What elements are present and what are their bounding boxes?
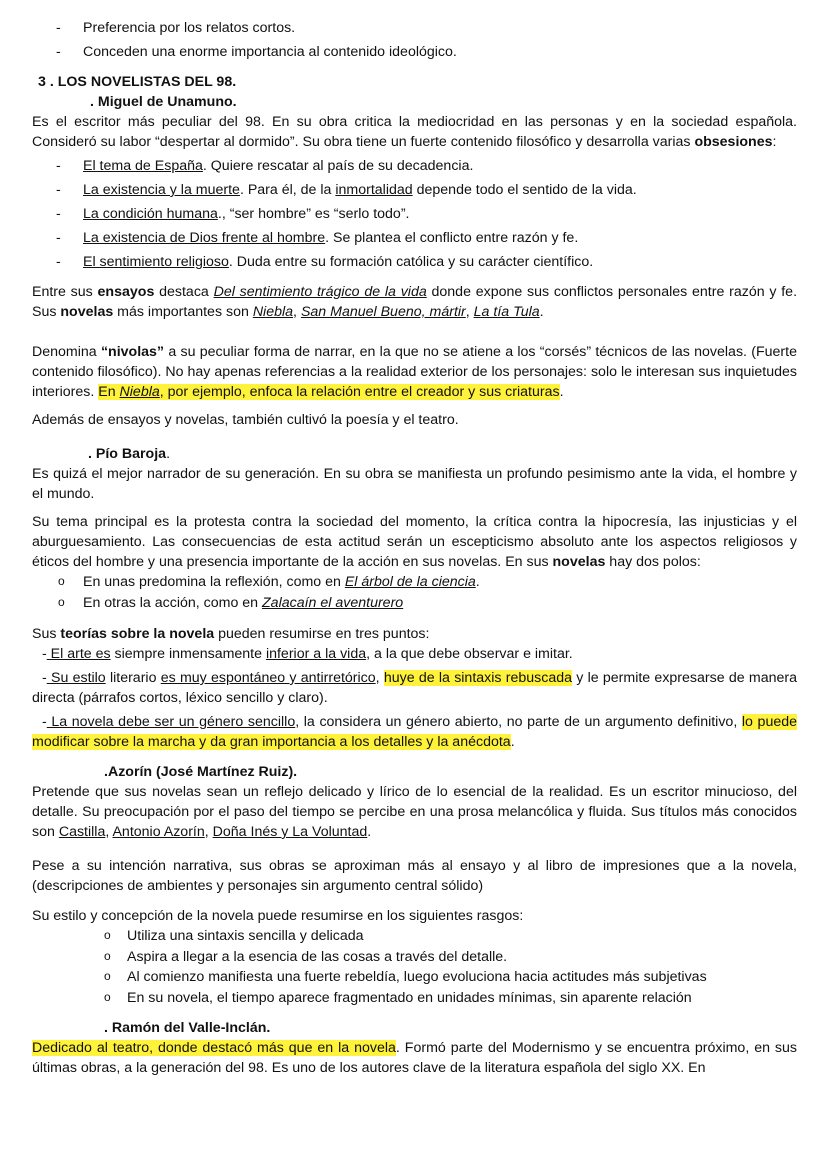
theory-point-3: - La novela debe ser un género sencillo, la considera un género abierto, no parte de un argumento definitivo, lo puede modificar sobre la marcha y da gran importancia a los detalles y la anécdota. [32,714,798,750]
document-page [32,18,797,1078]
list-item: o Utiliza una sintaxis sencilla y delicada [32,926,797,947]
list-item: o En unas predomina la reflexión, como en El árbol de la ciencia. [32,572,797,593]
list-item: - Preferencia por los relatos cortos. [32,18,797,38]
list-item: - La existencia y la muerte. Para él, de la inmortalidad depende todo el sentido de la vida. [32,180,797,200]
theory-point-1: - El arte es siempre inmensamente inferior a la vida, a la que debe observar e imitar. [42,646,573,662]
author-heading-unamuno: . Miguel de Unamuno. [90,94,237,110]
valle-p1: Dedicado al teatro, donde destacó más que en la novela. Formó parte del Modernismo y se encuentra próximo, en sus últimas obras, a la generación del 98. Es uno de los autores clave de la literatura española del siglo XX. En [32,1040,797,1076]
author-heading-valle: . Ramón del Valle-Inclán. [104,1020,271,1036]
highlight: huye de la sintaxis rebuscada [383,670,572,686]
list-item: - El sentimiento religioso. Duda entre su formación católica y su carácter científico. [32,252,797,272]
baroja-p1: Es quizá el mejor narrador de su generación. En su obra se manifiesta un profundo pesimismo ante la vida, el hombre y el mundo. [32,466,797,502]
list-item: o Aspira a llegar a la esencia de las cosas a través del detalle. [32,947,797,968]
list-item: - Conceden una enorme importancia al contenido ideológico. [32,42,797,62]
unamuno-other: Además de ensayos y novelas, también cultivó la poesía y el teatro. [32,412,459,428]
list-item: - La condición humana., “ser hombre” es “serlo todo”. [32,204,797,224]
unamuno-works: Entre sus ensayos destaca Del sentimiento trágico de la vida donde expone sus conflictos personales entre razón y fe. Sus novelas más importantes son Niebla, San Manuel Bueno, mártir, La tía Tula. [32,284,798,320]
unamuno-intro: Es el escritor más peculiar del 98. En su obra critica la mediocridad en las personas y en la sociedad española. Consideró su labor “despertar al dormido”. Su obra tiene un fuerte contenido filosófico y desarrolla varias obsesiones: [32,114,797,150]
list-item: o En otras la acción, como en Zalacaín el aventurero [32,593,797,614]
highlight: lo puede modificar sobre la marcha y da gran importancia a los detalles y la anécdota [32,714,798,750]
azorin-p1: Pretende que sus novelas sean un reflejo delicado y lírico de lo esencial de la realidad. Es un escritor minucioso, del detalle. Su preocupación por el paso del tiempo se percibe en una prosa melancólica y fluida. Sus títulos más conocidos son Castilla, Antonio Azorín, Doña Inés y La Voluntad. [32,784,797,840]
list-item: o En su novela, el tiempo aparece fragmentado en unidades mínimas, sin aparente relación [32,988,797,1009]
list-item: - La existencia de Dios frente al hombre. Se plantea el conflicto entre razón y fe. [32,228,797,248]
baroja-theory: Sus teorías sobre la novela pueden resumirse en tres puntos: [32,626,430,642]
section-heading: 3 . LOS NOVELISTAS DEL 98. [38,74,237,90]
highlight: En Niebla, por ejemplo, enfoca la relación entre el creador y sus criaturas [98,384,560,400]
author-heading-baroja: . Pío Baroja. [88,446,171,462]
azorin-p2: Pese a su intención narrativa, sus obras se aproximan más al ensayo y al libro de impresiones que a la novela, (descripciones de ambientes y personajes sin argumento central sólido) [32,858,797,894]
azorin-p3: Su estilo y concepción de la novela puede resumirse en los siguientes rasgos: [32,908,524,924]
theory-point-2: - Su estilo literario es muy espontáneo y antirretórico, huye de la sintaxis rebuscada y le permite expresarse de manera directa (párrafos cortos, léxico sencillo y claro). [32,670,797,706]
intro-list [32,18,797,62]
traits-list [32,926,797,1008]
list-item: o Al comienzo manifiesta una fuerte rebeldía, luego evoluciona hacia actitudes más subjetivas [32,967,797,988]
obsessions-list [32,156,797,272]
list-item: - El tema de España. Quiere rescatar al país de su decadencia. [32,156,797,176]
highlight: Dedicado al teatro, donde destacó más que en la novela [32,1040,396,1056]
baroja-p2: Su tema principal es la protesta contra la sociedad del momento, la crítica contra la hipocresía, las injusticias y el aburguesamiento. Las consecuencias de esta actitud serán un escepticismo absoluto ante los aspectos religiosos y éticos del hombre y una presencia importante de la acción en sus novelas. En sus novelas hay dos polos: [32,514,797,570]
unamuno-nivolas: Denomina “nivolas” a su peculiar forma de narrar, en la que no se atiene a los “corsés” técnicos de las novelas. (Fuerte contenido filosófico). No hay apenas referencias a la realidad exterior de los personajes: solo le interesan sus inquietudes interiores. En Niebla, por ejemplo, enfoca la relación entre el creador y sus criaturas. [32,344,797,400]
author-heading-azorin: .Azorín (José Martínez Ruiz). [104,764,298,780]
poles-list [32,572,797,614]
